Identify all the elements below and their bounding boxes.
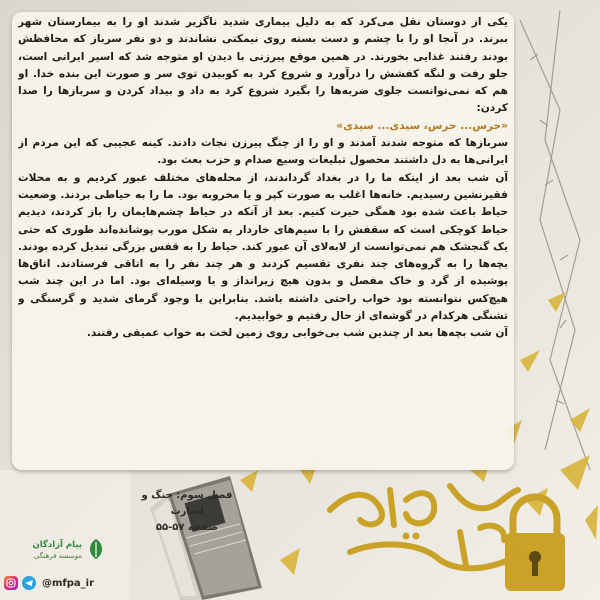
chapter-pages: صفحه ۵۷-۵۵ [155, 522, 219, 533]
calligraphy-signature [310, 470, 550, 580]
story-paragraph-1: یکی از دوستان نقل می‌کرد که به دلیل بیماری شدید ناگزیر شدند او را به بیمارستان شهر ببرند. در آنجا او را با چشم و دست بسته روی نیمکتی نشاندند و دو نفر سرباز که محافظش بودند رفتند غذایی بخورند. در همین موقع پیرزنی با دیدن او متوجه شد که اسیر ایرانی است، جلو رفت و لنگه کفشش را درآورد و شروع کرد به کوبیدن توی سر و صورت این بنده خدا. او هم که نمی‌توانست جلوی ضربه‌ها را بگیرد شروع کرد به داد و بیداد کردن و سربازها را صدا کردن: [18, 16, 508, 115]
leaf-icon [86, 538, 106, 560]
publisher-name: پیام آزادگان [32, 540, 82, 550]
telegram-icon[interactable] [22, 576, 36, 590]
story-paragraph-2: سربازها که متوجه شدند آمدند و او را از چنگ پیرزن نجات دادند. کینه عجیبی که این مردم از ایرانی‌ها به دل داشتند محصول تبلیغات وسیع صدام و حزب بعث بود. [18, 137, 508, 167]
chapter-info [128, 488, 246, 536]
social-links [4, 574, 94, 592]
story-paragraph-3: آن شب بعد از اینکه ما را در بغداد گرداندند، از محله‌های مختلف عبور کردیم و به محلات فقیرنشین رسیدیم. خانه‌ها اغلب به صورت کپر و یا مخروبه بود. ما را به حیاطی بردند. وضعیت حیاط باعث شده بود همگی حیرت کنیم. بعد از آنکه در حیاط چشم‌هایمان را باز کردند، دیدیم حیاط کوچکی است که سقفش را با سیم‌های خاردار به شکل مورب پوشانده‌اند طوری که حتی یک گنجشک هم نمی‌توانست از لابه‌لای آن عبور کند. حیاط را به قفس بزرگی تبدیل کرده بودند. بچه‌ها را به گروه‌های چند نفری تقسیم کردند و هر چند نفر را به اتاقی فرستادند. اتاق‌ها پوشیده از گرد و خاک مفصل و بدون هیچ زیرانداز و یا وسیله‌ای بود. اما در این چند شب هیچ‌کس نتوانسته بود خواب راحتی داشته باشد. بنابراین با وجود گرمای شدید و گرسنگی و تشنگی هرکدام در گوشه‌ای از حال رفتیم و خوابیدیم. [18, 171, 508, 323]
chapter-title: فصل سوم: جنگ و اسارت [141, 490, 233, 517]
story-paragraph-4: آن شب بچه‌ها بعد از چندین شب بی‌خوابی روی زمین لخت به خواب عمیقی رفتند. [86, 327, 508, 340]
story-text [18, 14, 508, 464]
social-handle[interactable]: @mfpa_ir [42, 577, 95, 589]
story-dialog: «حرس... حرس، سیدی... سیدی» [336, 119, 508, 132]
publisher-subtitle: موسسه فرهنگی [33, 552, 82, 560]
instagram-icon[interactable] [4, 576, 18, 590]
